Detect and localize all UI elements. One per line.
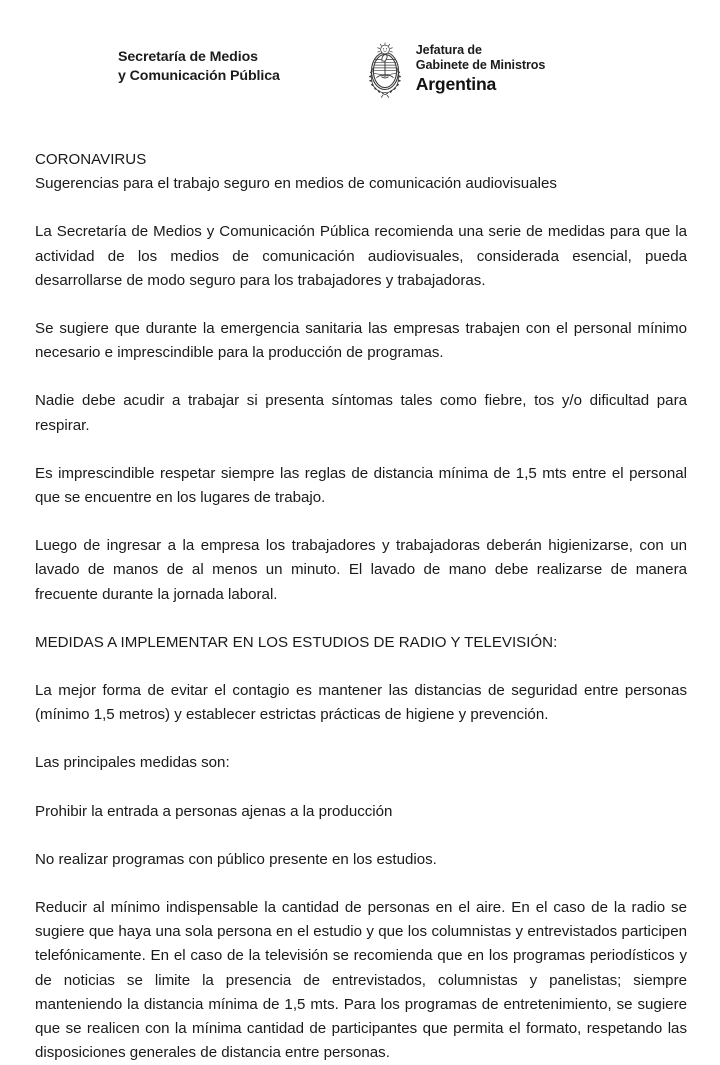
jefatura-de-gabinete-logotype [364,42,545,100]
secretaria-line-1: Secretaría de Medios [118,49,258,65]
document-title-block [35,148,687,196]
paragraph-principales-medidas: Las principales medidas son: [35,754,230,772]
secretaria-de-medios-logotype [118,42,280,86]
paragraph-intro: La Secretaría de Medios y Comunicación Pública recomienda una serie de medidas para que la actividad de los medios de comunicación audiovisuales, considerada esencial, pueda desarrollarse de modo seguro para los trabajadores y trabajadoras. [35,223,687,289]
paragraph-sintomas: Nadie debe acudir a trabajar si presenta síntomas tales como fiebre, tos y/o dificultad para respirar. [35,392,687,434]
paragraph-distancia-minima: Es imprescindible respetar siempre las reglas de distancia mínima de 1,5 mts entre el personal que se encuentre en los lugares de trabajo. [35,464,687,507]
jefatura-line-1: Jefatura de [415,43,482,57]
measure-reducir-personas-al-aire: Reducir al mínimo indispensable la cantidad de personas en el aire. En el caso de la radio se sugiere que haya una sola persona en el estudio y que los columnistas y entrevistados participen telefónicamente. En el caso de la televisión se recomienda que en los programas periodísticos y de noticias se limite la presencia de entrevistados, columnistas y panelistas; siempre manteniendo la distancia mínima de 1,5 mts. Para los programas de entretenimiento, se sugiere que se realicen con la mínima cantidad de participantes que permita el formato, respetando las disposiciones generales de distancia entre personas. [35,899,687,1062]
argentina-coat-of-arms-icon [364,40,406,100]
secretaria-line-2: y Comunicación Pública [118,68,280,84]
section-heading-medidas: MEDIDAS A IMPLEMENTAR EN LOS ESTUDIOS DE RADIO Y TELEVISIÓN: [35,633,558,651]
header-brand-row [118,42,545,100]
jefatura-country-label: Argentina [415,74,497,94]
document-header [0,0,720,132]
page-title: CORONAVIRUS [35,151,147,168]
page-subtitle: Sugerencias para el trabajo seguro en medios de comunicación audiovisuales [35,175,557,193]
measure-sin-publico: No realizar programas con público presente en los estudios. [35,850,437,868]
jefatura-line-2: Gabinete de Ministros [415,58,546,72]
paragraph-higiene-manos: Luego de ingresar a la empresa los trabajadores y trabajadoras deberán higienizarse, con un lavado de manos de al menos un minuto. El lavado de mano debe realizarse de manera frecuente durante la jornada laboral. [35,537,687,603]
paragraph-personal-minimo: Se sugiere que durante la emergencia sanitaria las empresas trabajen con el personal mínimo necesario e imprescindible para la producción de programas. [35,320,687,362]
measure-prohibir-entrada: Prohibir la entrada a personas ajenas a la producción [35,802,393,820]
paragraph-distancias-seguridad: La mejor forma de evitar el contagio es mantener las distancias de seguridad entre personas (mínimo 1,5 metros) y establecer estrictas prácticas de higiene y prevención. [35,682,687,724]
jefatura-text-block [416,42,545,95]
document-body [35,148,687,1065]
